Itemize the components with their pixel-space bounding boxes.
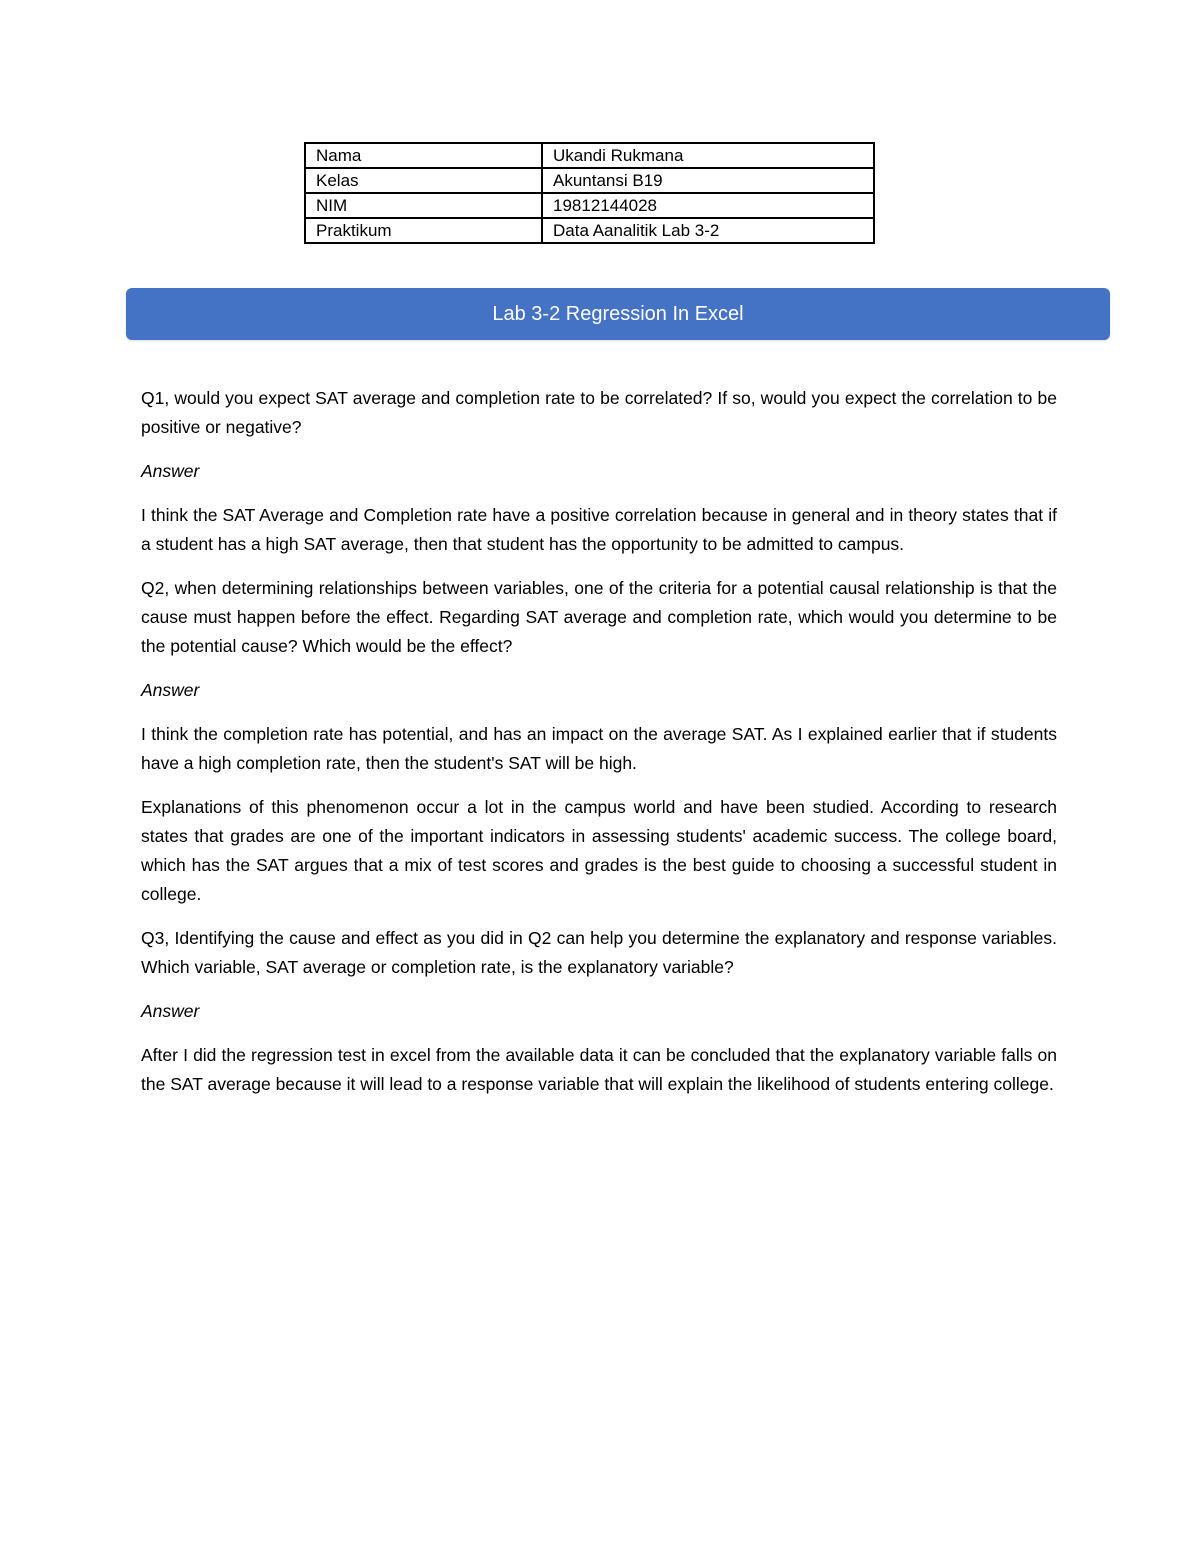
- question-3: Q3, Identifying the cause and effect as you did in Q2 can help you determine the explanatory and response variables. Which variable, SAT average or completion rate, is the explanatory variable?: [141, 928, 1057, 977]
- answer-2-label: Answer: [141, 680, 200, 700]
- answer-1: I think the SAT Average and Completion rate have a positive correlation because in general and in theory states that if a student has a high SAT average, then that student has the opportunity to be admitted to campus.: [141, 505, 1057, 554]
- question-2: Q2, when determining relationships between variables, one of the criteria for a potential causal relationship is that the cause must happen before the effect. Regarding SAT average and completion rate, which would you determine to be the potential cause? Which would be the effect?: [141, 578, 1057, 656]
- table-row: [305, 143, 874, 168]
- table-row: [305, 168, 874, 193]
- identity-value-nama: Ukandi Rukmana: [542, 143, 874, 168]
- identity-label-nama: Nama: [305, 143, 542, 168]
- identity-label-kelas: Kelas: [305, 168, 542, 193]
- answer-2: I think the completion rate has potential, and has an impact on the average SAT. As I explained earlier that if students have a high completion rate, then the student's SAT will be high.: [141, 724, 1057, 773]
- identity-label-praktikum: Praktikum: [305, 218, 542, 243]
- answer-3-label: Answer: [141, 1001, 200, 1021]
- answer-3: After I did the regression test in excel from the available data it can be concluded that the explanatory variable falls on the SAT average because it will lead to a response variable that will explain the likelihood of students entering college.: [141, 1045, 1057, 1094]
- identity-value-nim: 19812144028: [542, 193, 874, 218]
- answer-2-explanation: Explanations of this phenomenon occur a lot in the campus world and have been studied. According to research states that grades are one of the important indicators in assessing students' academic success. The college board, which has the SAT argues that a mix of test scores and grades is the best guide to choosing a successful student in college.: [141, 797, 1057, 904]
- answer-1-label: Answer: [141, 461, 200, 481]
- identity-table: [304, 142, 875, 244]
- identity-value-praktikum: Data Aanalitik Lab 3-2: [542, 218, 874, 243]
- document-body: [141, 384, 1057, 1114]
- identity-value-kelas: Akuntansi B19: [542, 168, 874, 193]
- table-row: [305, 193, 874, 218]
- page-title: Lab 3-2 Regression In Excel: [492, 302, 744, 325]
- identity-label-nim: NIM: [305, 193, 542, 218]
- table-row: [305, 218, 874, 243]
- title-banner: [126, 288, 1110, 340]
- question-1: Q1, would you expect SAT average and completion rate to be correlated? If so, would you expect the correlation to be positive or negative?: [141, 388, 1057, 437]
